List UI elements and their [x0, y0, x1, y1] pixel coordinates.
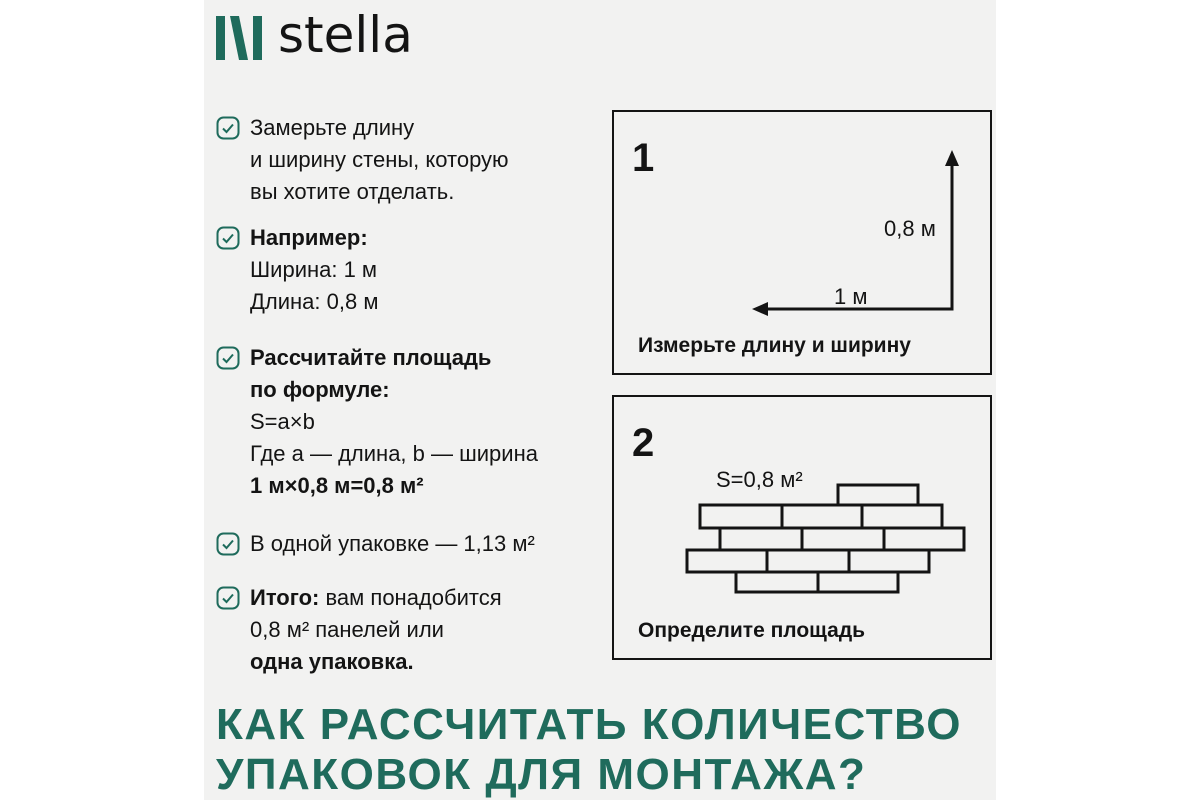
figure-measure: [612, 110, 992, 375]
check-icon: [216, 116, 240, 140]
step-text: 0,8 м² панелей или: [250, 617, 444, 642]
step-measure: [216, 112, 509, 208]
figure-number: 1: [632, 136, 655, 180]
step-package: [216, 528, 535, 560]
step-formula: [216, 342, 538, 502]
page-title: [216, 700, 996, 800]
check-icon: [216, 586, 240, 610]
brand-logo: [216, 6, 413, 66]
formula-result: 1 м×0,8 м=0,8 м²: [250, 473, 424, 498]
stella-logo-icon: [216, 16, 264, 60]
step-total: [216, 582, 502, 678]
step-text: Длина: 0,8 м: [250, 289, 379, 314]
figure-caption: Определите площадь: [638, 619, 866, 642]
step-text: Замерьте длину: [250, 115, 415, 140]
step-title: Например:: [250, 225, 368, 250]
check-icon: [216, 346, 240, 370]
figure-area: [612, 395, 992, 660]
area-label: S=0,8 м²: [716, 467, 803, 492]
step-title: по формуле:: [250, 377, 390, 402]
title-line: КАК РАССЧИТАТЬ КОЛИЧЕСТВО: [216, 700, 962, 749]
check-icon: [216, 226, 240, 250]
formula-legend: Где а — длина, b — ширина: [250, 441, 538, 466]
brand-name: stella: [278, 6, 413, 64]
total-prefix: Итого:: [250, 585, 320, 610]
step-text: Ширина: 1 м: [250, 257, 378, 282]
step-text: и ширину стены, которую: [250, 147, 509, 172]
step-text: вы хотите отделать.: [250, 179, 455, 204]
step-text: В одной упаковке — 1,13 м²: [250, 531, 535, 556]
step-text: вам понадобится: [319, 585, 502, 610]
figure-caption: Измерьте длину и ширину: [638, 334, 911, 357]
height-label: 0,8 м: [884, 216, 936, 241]
step-text: одна упаковка.: [250, 649, 414, 674]
step-title: Рассчитайте площадь: [250, 345, 492, 370]
title-line: УПАКОВОК ДЛЯ МОНТАЖА?: [216, 750, 867, 799]
formula: S=a×b: [250, 409, 315, 434]
check-icon: [216, 532, 240, 556]
width-label: 1 м: [834, 284, 868, 309]
step-example: [216, 222, 378, 318]
figure-number: 2: [632, 421, 655, 465]
